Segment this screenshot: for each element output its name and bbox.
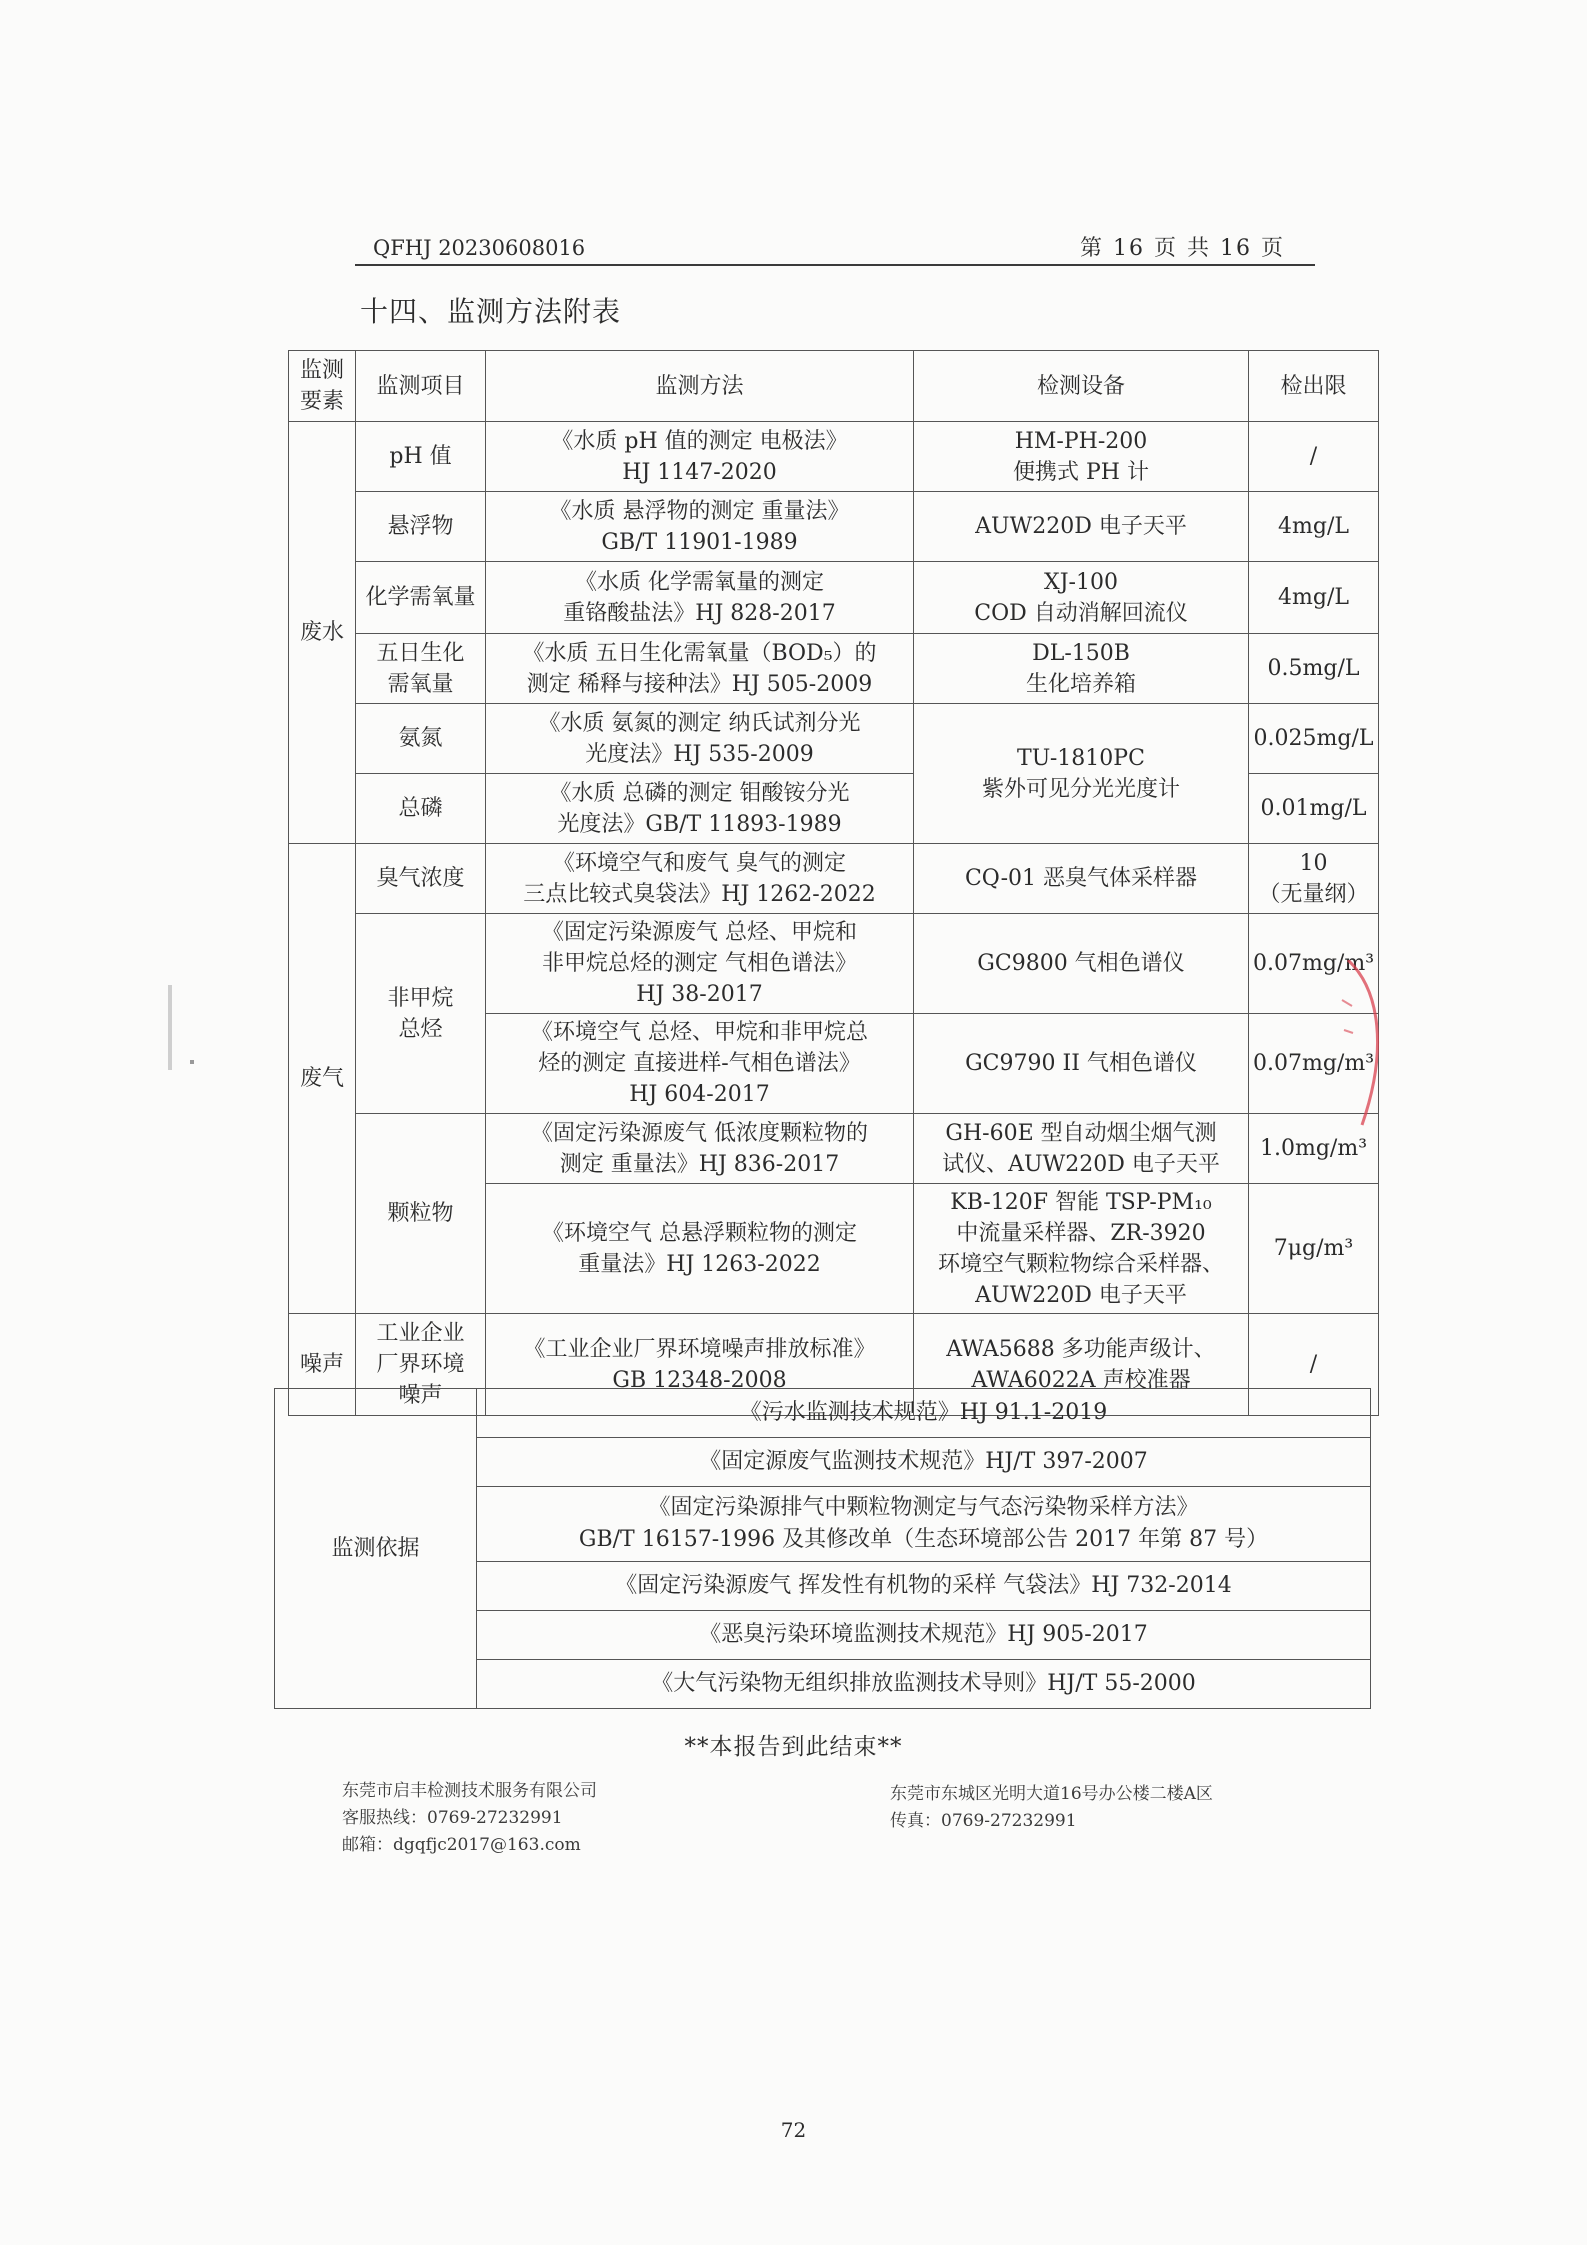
- row-limit: /: [1249, 422, 1379, 492]
- row-limit: 1.0mg/m³: [1249, 1114, 1379, 1184]
- row-equipment: GH-60E 型自动烟尘烟气测 试仪、AUW220D 电子天平: [914, 1114, 1249, 1184]
- row-item: 氨氮: [356, 704, 486, 774]
- basis-item: 《固定源废气监测技术规范》HJ/T 397-2007: [477, 1438, 1371, 1487]
- table-header-row: [289, 351, 1379, 422]
- row-method: 《水质 pH 值的测定 电极法》 HJ 1147-2020: [486, 422, 914, 492]
- footer-email: 邮箱：dgqfjc2017@163.com: [342, 1835, 581, 1855]
- row-method: 《环境空气和废气 臭气的测定 三点比较式臭袋法》HJ 1262-2022: [486, 844, 914, 914]
- row-method: 《水质 总磷的测定 钼酸铵分光 光度法》GB/T 11893-1989: [486, 774, 914, 844]
- footer-left: [342, 1778, 597, 1859]
- row-limit: /: [1249, 1314, 1379, 1416]
- row-equipment: TU-1810PC 紫外可见分光光度计: [914, 704, 1249, 844]
- row-item: 悬浮物: [356, 492, 486, 562]
- row-equipment: DL-150B 生化培养箱: [914, 634, 1249, 704]
- table-row: [289, 1114, 1379, 1184]
- page-number: 72: [780, 2118, 807, 2142]
- category-wastewater: 废水: [289, 422, 356, 844]
- row-limit: 0.07mg/m³: [1249, 914, 1379, 1014]
- row-item: 总磷: [356, 774, 486, 844]
- header-category: 监测 要素: [289, 351, 356, 422]
- row-method: 《工业企业厂界环境噪声排放标准》 GB 12348-2008: [486, 1314, 914, 1416]
- row-method: 《固定污染源废气 低浓度颗粒物的 测定 重量法》HJ 836-2017: [486, 1114, 914, 1184]
- scan-margin-mark: [168, 985, 172, 1070]
- page-info: 第 16 页 共 16 页: [1080, 236, 1285, 261]
- footer-hotline: 客服热线：0769-27232991: [342, 1808, 563, 1828]
- row-limit: 4mg/L: [1249, 562, 1379, 634]
- header-method: 监测方法: [486, 351, 914, 422]
- header-item: 监测项目: [356, 351, 486, 422]
- footer-right: [890, 1781, 1213, 1835]
- row-item: 臭气浓度: [356, 844, 486, 914]
- row-equipment: GC9790 II 气相色谱仪: [914, 1014, 1249, 1114]
- row-limit: 0.07mg/m³: [1249, 1014, 1379, 1114]
- row-equipment: HM-PH-200 便携式 PH 计: [914, 422, 1249, 492]
- table-row: [289, 844, 1379, 914]
- row-item: 颗粒物: [356, 1114, 486, 1314]
- table-row: [289, 704, 1379, 774]
- row-equipment: XJ-100 COD 自动消解回流仪: [914, 562, 1249, 634]
- row-item: pH 值: [356, 422, 486, 492]
- header-limit: 检出限: [1249, 351, 1379, 422]
- basis-item: 《固定污染源废气 挥发性有机物的采样 气袋法》HJ 732-2014: [477, 1562, 1371, 1611]
- seal-stamp-fragment: [1340, 960, 1390, 1130]
- row-method: 《水质 化学需氧量的测定 重铬酸盐法》HJ 828-2017: [486, 562, 914, 634]
- table-row: [289, 492, 1379, 562]
- basis-item: 《恶臭污染环境监测技术规范》HJ 905-2017: [477, 1611, 1371, 1660]
- category-noise: 噪声: [289, 1314, 356, 1416]
- section-title: 十四、监测方法附表: [360, 295, 622, 328]
- row-limit: 7μg/m³: [1249, 1184, 1379, 1314]
- row-item: 非甲烷 总烃: [356, 914, 486, 1114]
- row-method: 《水质 悬浮物的测定 重量法》 GB/T 11901-1989: [486, 492, 914, 562]
- footer-company: 东莞市启丰检测技术服务有限公司: [342, 1781, 597, 1801]
- row-equipment: AUW220D 电子天平: [914, 492, 1249, 562]
- page-header: [355, 228, 1315, 266]
- methods-table: [288, 350, 1379, 1416]
- row-limit: 0.01mg/L: [1249, 774, 1379, 844]
- table-row: [289, 634, 1379, 704]
- footer-fax: 传真：0769-27232991: [890, 1811, 1077, 1831]
- basis-item: 《固定污染源排气中颗粒物测定与气态污染物采样方法》 GB/T 16157-1996 及其修改单（生态环境部公告 2017 年第 87 号）: [477, 1487, 1371, 1562]
- row-equipment: AWA5688 多功能声级计、 AWA6022A 声校准器: [914, 1314, 1249, 1416]
- category-exhaust: 废气: [289, 844, 356, 1314]
- basis-item: 《大气污染物无组织排放监测技术导则》HJ/T 55-2000: [477, 1660, 1371, 1709]
- row-method: 《水质 氨氮的测定 纳氏试剂分光 光度法》HJ 535-2009: [486, 704, 914, 774]
- row-method: 《环境空气 总烃、甲烷和非甲烷总 烃的测定 直接进样-气相色谱法》 HJ 604-2017: [486, 1014, 914, 1114]
- row-item: 工业企业 厂界环境 噪声: [356, 1314, 486, 1416]
- table-row: [289, 422, 1379, 492]
- row-limit: 10 （无量纲）: [1249, 844, 1379, 914]
- row-equipment: CQ-01 恶臭气体采样器: [914, 844, 1249, 914]
- row-method: 《水质 五日生化需氧量（BOD₅）的 测定 稀释与接种法》HJ 505-2009: [486, 634, 914, 704]
- basis-label: 监测依据: [275, 1389, 477, 1709]
- row-equipment: KB-120F 智能 TSP-PM₁₀ 中流量采样器、ZR-3920 环境空气颗粒物综合采样器、 AUW220D 电子天平: [914, 1184, 1249, 1314]
- footer-address: 东莞市东城区光明大道16号办公楼二楼A区: [890, 1784, 1213, 1804]
- scan-dot-mark: [190, 1060, 194, 1064]
- basis-item: 《污水监测技术规范》HJ 91.1-2019: [477, 1389, 1371, 1438]
- table-row: [289, 914, 1379, 1014]
- report-code: QFHJ 20230608016: [373, 236, 586, 260]
- basis-row: [275, 1389, 1371, 1438]
- row-limit: 0.025mg/L: [1249, 704, 1379, 774]
- row-method: 《固定污染源废气 总烃、甲烷和 非甲烷总烃的测定 气相色谱法》 HJ 38-2017: [486, 914, 914, 1014]
- end-of-report: **本报告到此结束**: [684, 1734, 903, 1760]
- row-equipment: GC9800 气相色谱仪: [914, 914, 1249, 1014]
- row-item: 五日生化 需氧量: [356, 634, 486, 704]
- row-item: 化学需氧量: [356, 562, 486, 634]
- row-method: 《环境空气 总悬浮颗粒物的测定 重量法》HJ 1263-2022: [486, 1184, 914, 1314]
- table-row: [289, 562, 1379, 634]
- header-equipment: 检测设备: [914, 351, 1249, 422]
- row-limit: 4mg/L: [1249, 492, 1379, 562]
- row-limit: 0.5mg/L: [1249, 634, 1379, 704]
- basis-table: [274, 1388, 1371, 1709]
